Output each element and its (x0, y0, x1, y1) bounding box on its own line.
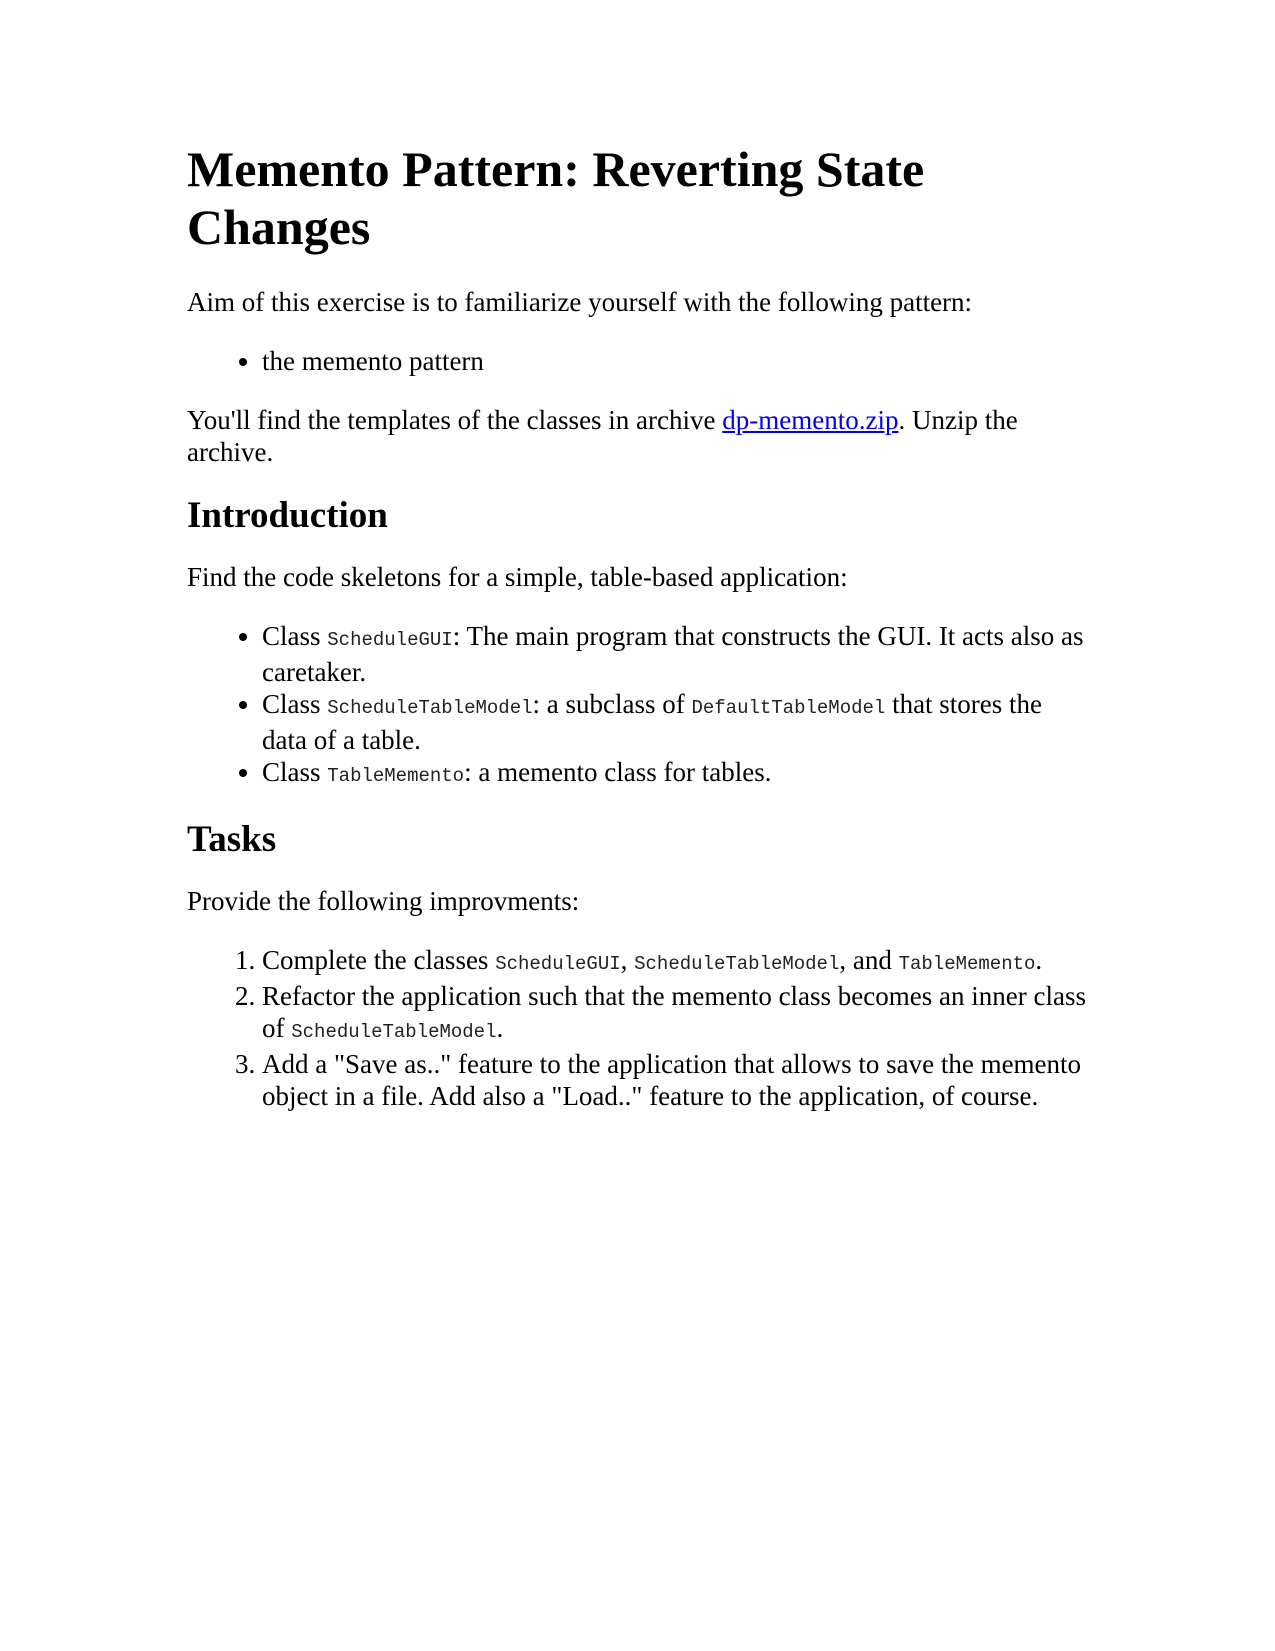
class-name-code: ScheduleTableModel (291, 1021, 497, 1043)
tasks-heading: Tasks (187, 819, 277, 860)
archive-text-before: You'll find the templates of the classes in archive (187, 405, 723, 435)
item-end: . (496, 1013, 504, 1043)
document-page (187, 140, 1087, 1139)
archive-text-after: . Unzip the archive. (187, 405, 1018, 467)
item-text: : The main program that constructs the GUI. It acts also as caretaker. (262, 621, 1084, 687)
aim-paragraph: Aim of this exercise is to familiarize yourself with the following pattern: (187, 287, 973, 317)
pattern-list-item: • the memento pattern (262, 345, 1087, 377)
class-list-item (262, 756, 1087, 792)
item-prefix: Class (262, 621, 328, 651)
item-mid: : a subclass of (532, 689, 692, 719)
item-end: . (1035, 945, 1043, 975)
item-text: Add a "Save as.." feature to the application that allows to save the memento object in a file. Add also a "Load.." feature to the application, of course. (262, 1049, 1082, 1111)
class-name-code: ScheduleGUI (495, 953, 621, 975)
class-name-code: ScheduleGUI (327, 629, 453, 651)
item-separator: , (620, 945, 635, 975)
task-list (187, 944, 1087, 1112)
class-name-code: ScheduleTableModel (634, 953, 840, 975)
item-text: : a memento class for tables. (464, 757, 772, 787)
task-list-item (262, 1048, 1087, 1112)
item-prefix: Complete the classes (262, 945, 496, 975)
class-list-item (262, 620, 1087, 688)
item-prefix: Class (262, 689, 328, 719)
item-separator: , and (839, 945, 899, 975)
page-title: Memento Pattern: Reverting State Changes (187, 141, 925, 255)
class-name-code: TableMemento (327, 765, 465, 787)
class-list-item (262, 688, 1087, 756)
class-name-code: DefaultTableModel (691, 697, 886, 719)
item-text: that stores the data of a table. (262, 689, 1043, 755)
class-name-code: TableMemento (898, 953, 1036, 975)
archive-download-link[interactable]: dp-memento.zip (722, 405, 899, 435)
item-prefix: Refactor the application such that the memento class becomes an inner class of (262, 981, 1086, 1043)
archive-paragraph (187, 404, 1087, 468)
pattern-list (187, 345, 1087, 377)
task-list-item (262, 980, 1087, 1048)
class-name-code: ScheduleTableModel (327, 697, 533, 719)
class-list (187, 620, 1087, 792)
introduction-heading: Introduction (187, 495, 388, 536)
task-list-item (262, 944, 1087, 980)
item-prefix: Class (262, 757, 328, 787)
introduction-lead: Find the code skeletons for a simple, table-based application: (187, 562, 848, 592)
tasks-lead: Provide the following improvments: (187, 886, 580, 916)
